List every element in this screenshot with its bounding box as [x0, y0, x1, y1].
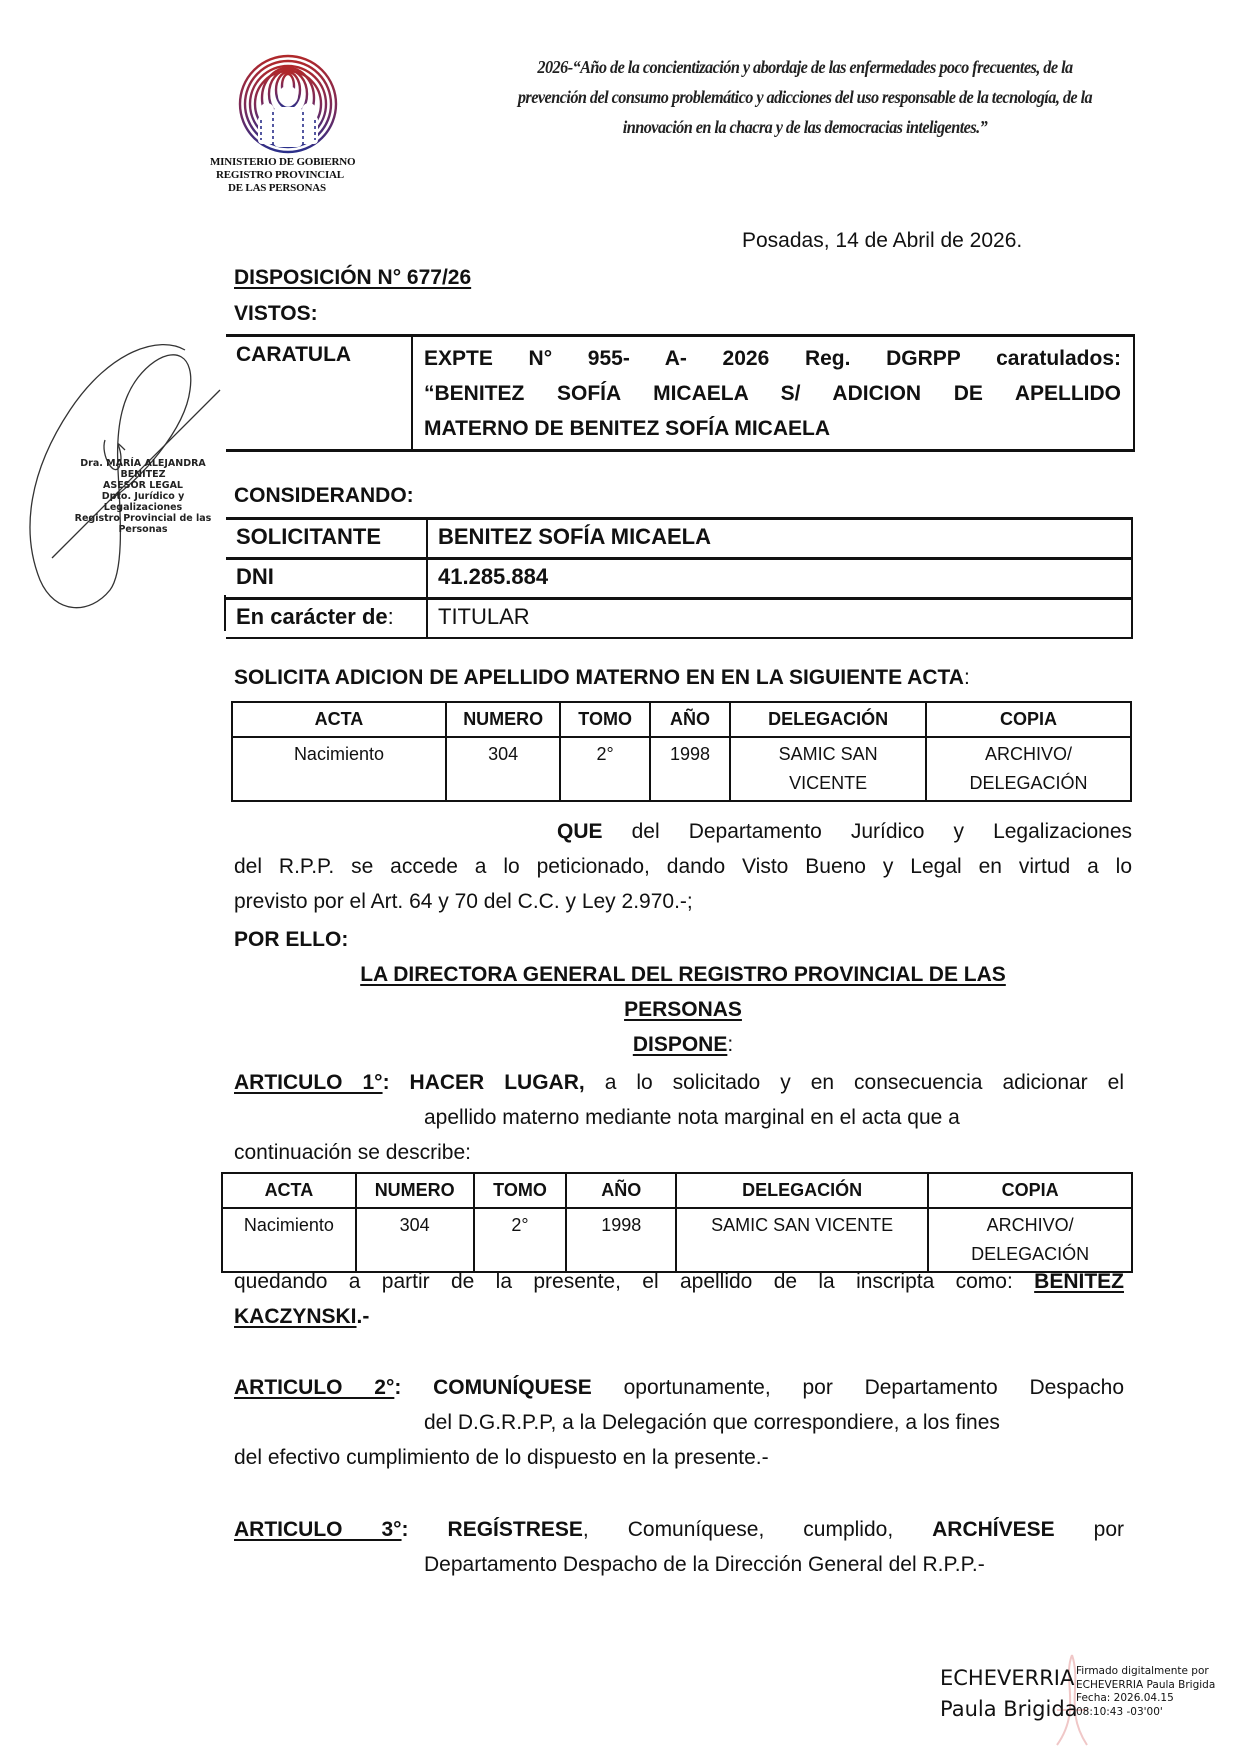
dispone-text: DISPONE: [632, 1033, 728, 1056]
article-label: ARTICULO 2°: [234, 1376, 395, 1399]
applicant-value: 41.285.884: [438, 564, 549, 589]
que-paragraph: [234, 814, 1132, 919]
applicant-table: [226, 517, 1133, 639]
que-line: del R.P.P. se accede a lo peticionado, dando Visto Bueno y Legal en virtud a lo: [234, 855, 1132, 878]
legal-advisor-stamp: [68, 458, 218, 535]
applicant-value: TITULAR: [438, 604, 530, 629]
cell-numero: 304: [446, 737, 561, 801]
article-1: ARTICULO 1°: HACER LUGAR, a lo solicitado y en consecuencia adicionar el apellido materno mediante nota marginal en el acta que a continuación se describe:: [234, 1065, 1124, 1170]
cell-acta: Nacimiento: [222, 1208, 356, 1272]
vistos-label: VISTOS:: [234, 302, 318, 325]
col-copia: COPIA: [926, 702, 1131, 737]
que-line: previsto por el Art. 64 y 70 del C.C. y Ley 2.970.-;: [234, 890, 693, 913]
applicant-row: [226, 557, 1133, 597]
caratula-table: [226, 334, 1135, 452]
cell-delegacion: SAMIC SAN VICENTE: [676, 1208, 928, 1272]
year-motto: [480, 52, 1131, 142]
cell-acta: Nacimiento: [232, 737, 446, 801]
signer-name-line: ECHEVERRIA: [940, 1666, 1075, 1690]
stamp-line: Dra. MARÍA ALEJANDRA BENITEZ: [80, 458, 206, 480]
col-numero: NUMERO: [446, 702, 561, 737]
col-tomo: TOMO: [474, 1173, 567, 1208]
col-delegacion: DELEGACIÓN: [730, 702, 926, 737]
caratula-value: [424, 341, 1121, 446]
article-lead: COMUNÍQUESE: [433, 1376, 592, 1399]
applicant-key: SOLICITANTE: [236, 524, 382, 549]
applicant-key: DNI: [236, 564, 274, 589]
cell-anio: 1998: [650, 737, 730, 801]
que-lead: QUE: [557, 820, 603, 843]
acta-table-header-row: [222, 1173, 1132, 1208]
caratula-line: EXPTE N° 955- A- 2026 Reg. DGRPP caratulados:: [424, 347, 1121, 370]
cell-copia: ARCHIVO/ DELEGACIÓN: [928, 1208, 1132, 1272]
article-line: apellido materno mediante nota marginal en el acta que a: [424, 1106, 960, 1129]
col-delegacion: DELEGACIÓN: [676, 1173, 928, 1208]
stamp-line: Registro Provincial de las Personas: [74, 513, 212, 535]
que-line: del Departamento Jurídico y Legalizaciones: [602, 820, 1132, 843]
article-text: , Comuníquese, cumplido,: [582, 1518, 933, 1541]
cell-tomo: 2°: [474, 1208, 567, 1272]
acta-table-header-row: [232, 702, 1131, 737]
applicant-row: [226, 517, 1133, 557]
disposition-title: DISPOSICIÓN N° 677/26: [234, 266, 472, 289]
signature-detail-line: Firmado digitalmente por: [1076, 1665, 1209, 1677]
col-anio: AÑO: [566, 1173, 676, 1208]
stamp-line: ASESOR LEGAL: [103, 480, 183, 491]
digital-signature-details: [1076, 1665, 1215, 1719]
result-suffix: .-: [356, 1305, 370, 1328]
applicant-value: BENITEZ SOFÍA MICAELA: [438, 524, 711, 549]
article-line: del efectivo cumplimiento de lo dispuesto en la presente.-: [234, 1446, 769, 1469]
table-row: [232, 737, 1131, 801]
dispone-heading: [234, 1033, 1132, 1057]
result-surname: KACZYNSKI: [234, 1305, 357, 1328]
article-3: ARTICULO 3°: REGÍSTRESE, Comuníquese, cumplido, ARCHÍVESE por Departamento Despacho de la Dirección General del R.P.P.-: [234, 1512, 1124, 1582]
acta-table-request: [231, 701, 1132, 802]
cell-copia: ARCHIVO/ DELEGACIÓN: [926, 737, 1131, 801]
article-line: continuación se describe:: [234, 1141, 471, 1164]
authority-line: LA DIRECTORA GENERAL DEL REGISTRO PROVINCIAL DE LAS: [360, 963, 1006, 986]
article-2: ARTICULO 2°: COMUNÍQUESE oportunamente, por Departamento Despacho del D.G.R.P.P, a la Delegación que correspondiere, a los fines del efectivo cumplimiento de lo dispuesto en la presente.-: [234, 1370, 1124, 1475]
request-heading-text: SOLICITA ADICION DE APELLIDO MATERNO EN EN LA SIGUIENTE ACTA: [234, 666, 964, 689]
article-lead: HACER LUGAR,: [409, 1071, 585, 1094]
caratula-line: MATERNO DE BENITEZ SOFÍA MICAELA: [424, 417, 830, 440]
por-ello-label: POR ELLO:: [234, 928, 349, 951]
ministry-line: MINISTERIO DE GOBIERNO: [210, 156, 356, 168]
digital-signer-name: [940, 1663, 1078, 1725]
date-line: Posadas, 14 de Abril de 2026.: [742, 229, 1023, 252]
article-lead: ARCHÍVESE: [932, 1518, 1055, 1541]
col-copia: COPIA: [928, 1173, 1132, 1208]
applicant-key-suffix: :: [387, 604, 394, 629]
dispone-suffix: :: [727, 1033, 734, 1056]
motto-line: innovación en la chacra y de las democracias inteligentes.”: [622, 117, 988, 137]
article-line: oportunamente, por Departamento Despacho: [591, 1376, 1125, 1399]
caratula-line: “BENITEZ SOFÍA MICAELA S/ ADICION DE APELLIDO: [424, 382, 1121, 405]
signature-detail-line: 08:10:43 -03'00': [1076, 1705, 1163, 1718]
result-text: quedando a partir de la presente, el apellido de la inscripta como:: [234, 1270, 1035, 1293]
article-lead: REGÍSTRESE: [447, 1518, 583, 1541]
col-tomo: TOMO: [560, 702, 649, 737]
applicant-row: [226, 597, 1133, 639]
motto-line: prevención del consumo problemático y adicciones del uso responsable de la tecnología, de la: [517, 87, 1093, 107]
signature-detail-line: Fecha: 2026.04.15: [1076, 1692, 1174, 1704]
ministry-label: [210, 156, 355, 195]
cell-delegacion: SAMIC SAN VICENTE: [730, 737, 926, 801]
signature-detail-line: ECHEVERRIA Paula Brigida: [1076, 1678, 1216, 1691]
article-line: a lo solicitado y en consecuencia adicionar el: [584, 1071, 1125, 1094]
cell-numero: 304: [356, 1208, 474, 1272]
applicant-key-text: En carácter de: [236, 604, 388, 629]
motto-line: 2026-“Año de la concientización y abordaje de las enfermedades poco frecuentes, de la: [537, 57, 1073, 77]
col-anio: AÑO: [650, 702, 730, 737]
article-line: Departamento Despacho de la Dirección General del R.P.P.-: [424, 1553, 985, 1576]
caratula-label: CARATULA: [236, 343, 352, 366]
table-row: [222, 1208, 1132, 1272]
request-heading: [234, 666, 970, 690]
authority-line: PERSONAS: [624, 998, 742, 1021]
cell-anio: 1998: [566, 1208, 676, 1272]
col-acta: ACTA: [222, 1173, 356, 1208]
col-numero: NUMERO: [356, 1173, 474, 1208]
request-heading-suffix: :: [963, 666, 970, 689]
article-text: por: [1054, 1518, 1125, 1541]
result-surname: BENITEZ: [1034, 1270, 1124, 1293]
registry-logo-icon: [236, 52, 340, 156]
applicant-key: [236, 604, 394, 630]
signer-name-line: Paula Brigida: [940, 1697, 1078, 1721]
ministry-line: DE LAS PERSONAS: [228, 182, 326, 194]
stamp-line: Dpto. Jurídico y Legalizaciones: [101, 491, 185, 513]
ministry-line: REGISTRO PROVINCIAL: [216, 169, 344, 181]
article-label: ARTICULO 1°: [234, 1071, 383, 1094]
acta-table-resolution: [221, 1172, 1133, 1273]
cell-tomo: 2°: [560, 737, 649, 801]
col-acta: ACTA: [232, 702, 446, 737]
considerando-label: CONSIDERANDO:: [234, 484, 414, 507]
result-paragraph: [234, 1264, 1124, 1334]
article-label: ARTICULO 3°: [234, 1518, 402, 1541]
article-line: del D.G.R.P.P, a la Delegación que correspondiere, a los fines: [424, 1411, 1000, 1434]
